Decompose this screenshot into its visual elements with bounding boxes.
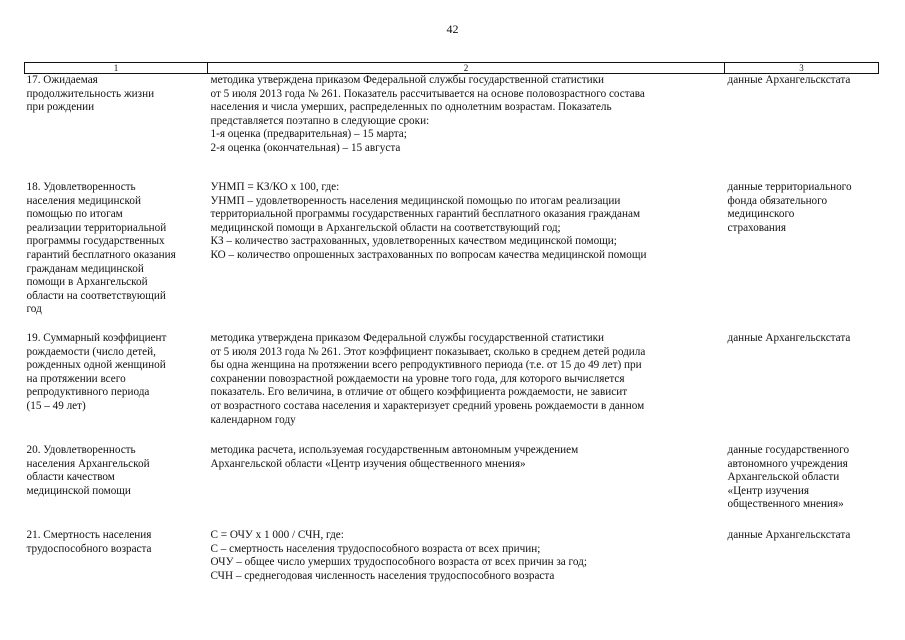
- method-line: календарном году: [210, 413, 296, 426]
- method-line: Архангельской области «Центр изучения общественного мнения»: [210, 457, 526, 470]
- indicator-line: гражданам медицинской: [26, 262, 144, 275]
- indicator-line: медицинской помощи: [26, 484, 131, 497]
- method-line: территориальной программы государственных гарантий бесплатного оказания гражданам: [210, 208, 641, 221]
- indicator-line: помощи в Архангельской: [26, 276, 148, 289]
- source-line: Архангельской области: [727, 471, 840, 484]
- indicator-line: на протяжении всего: [26, 372, 126, 385]
- indicator-line: программы государственных: [26, 235, 165, 248]
- source-line: автономного учреждения: [727, 457, 848, 470]
- indicator-line: 19. Суммарный коэффициент: [26, 332, 167, 344]
- method-line: показатель. Его величина, в отличие от общего коэффициента рождаемости, не зависит: [210, 386, 628, 399]
- indicator-cell: [25, 444, 208, 529]
- table-row: [25, 444, 879, 529]
- source-cell: [725, 529, 879, 599]
- method-line: КО – количество опрошенных застрахованных по вопросам качества медицинской помощи: [210, 248, 647, 261]
- method-line: СЧН – среднегодовая численность населения трудоспособного возраста: [210, 569, 555, 582]
- indicator-cell: [25, 529, 208, 599]
- indicator-line: рожденных одной женщиной: [26, 359, 166, 372]
- indicator-line: год: [26, 303, 42, 316]
- column-header-1: 1: [25, 63, 208, 74]
- indicator-line: (15 – 49 лет): [26, 399, 86, 412]
- method-line: от 5 июля 2013 года № 261. Показатель рассчитывается на основе половозрастного состава: [210, 87, 645, 100]
- source-cell: [725, 74, 879, 182]
- method-line: сохранении повозрастной рождаемости на уровне того года, для которого вычисляется: [210, 372, 625, 385]
- table-header-row: [25, 63, 879, 74]
- method-line: представляется поэтапно в следующие сроки:: [210, 114, 430, 127]
- method-line: бы одна женщина на протяжении всего репродуктивного периода (т.е. от 15 до 49 лет) при: [210, 359, 642, 372]
- method-line: ОЧУ – общее число умерших трудоспособного возраста от всех причин за год;: [210, 556, 587, 569]
- source-line: «Центр изучения: [727, 484, 810, 497]
- indicator-line: населения медицинской: [26, 194, 141, 207]
- method-line: методика утверждена приказом Федеральной службы государственной статистики: [210, 332, 605, 344]
- source-cell: [725, 332, 879, 444]
- method-line: 1-я оценка (предварительная) – 15 марта;: [210, 128, 407, 141]
- method-line: от 5 июля 2013 года № 261. Этот коэффициент показывает, сколько в среднем детей родила: [210, 345, 646, 358]
- method-line: УНМП = КЗ/КО х 100, где:: [210, 181, 340, 193]
- table-row: [25, 181, 879, 332]
- source-line: страхования: [727, 221, 787, 234]
- indicator-line: продолжительность жизни: [26, 87, 155, 100]
- indicator-line: 20. Удовлетворенность: [26, 444, 136, 456]
- column-header-3: 3: [725, 63, 879, 74]
- table-row: [25, 74, 879, 182]
- page-number: 42: [446, 22, 459, 36]
- source-line: медицинского: [727, 208, 795, 221]
- source-line: общественного мнения»: [727, 498, 844, 511]
- method-line: С – смертность населения трудоспособного возраста от всех причин;: [210, 542, 541, 555]
- source-line: данные Архангельскстата: [727, 332, 851, 344]
- source-line: данные Архангельскстата: [727, 529, 851, 541]
- method-cell: [208, 332, 725, 444]
- source-cell: [725, 444, 879, 529]
- indicator-line: помощью по итогам: [26, 208, 123, 221]
- source-line: данные Архангельскстата: [727, 74, 851, 86]
- method-line: методика утверждена приказом Федеральной службы государственной статистики: [210, 74, 605, 86]
- method-cell: [208, 529, 725, 599]
- method-line: УНМП – удовлетворенность населения медицинской помощью по итогам реализации: [210, 194, 621, 207]
- source-line: данные территориального: [727, 181, 852, 193]
- method-line: КЗ – количество застрахованных, удовлетворенных качеством медицинской помощи;: [210, 235, 617, 248]
- indicator-line: реализации территориальной: [26, 221, 167, 234]
- method-line: 2-я оценка (окончательная) – 15 августа: [210, 141, 401, 154]
- source-line: данные государственного: [727, 444, 850, 456]
- indicator-line: трудоспособного возраста: [26, 542, 152, 555]
- column-header-2: 2: [208, 63, 725, 74]
- table-row: [25, 529, 879, 599]
- table-row: [25, 332, 879, 444]
- indicator-cell: [25, 181, 208, 332]
- indicator-cell: [25, 332, 208, 444]
- method-line: С = ОЧУ х 1 000 / СЧН, где:: [210, 529, 344, 541]
- indicator-line: 17. Ожидаемая: [26, 74, 98, 86]
- method-cell: [208, 74, 725, 182]
- indicator-line: 21. Смертность населения: [26, 529, 152, 541]
- indicator-line: при рождении: [26, 101, 95, 114]
- source-line: фонда обязательного: [727, 194, 828, 207]
- method-line: методика расчета, используемая государственным автономным учреждением: [210, 444, 579, 456]
- method-cell: [208, 181, 725, 332]
- indicator-line: населения Архангельской: [26, 457, 150, 470]
- indicator-cell: [25, 74, 208, 182]
- source-cell: [725, 181, 879, 332]
- indicators-table: [24, 62, 879, 599]
- indicator-line: рождаемости (число детей,: [26, 345, 156, 358]
- indicator-line: области качеством: [26, 471, 115, 484]
- method-line: населения и числа умерших, распределенных по однолетним возрастам. Показатель: [210, 101, 612, 114]
- method-line: медицинской помощи в Архангельской области на соответствующий год;: [210, 221, 561, 234]
- indicator-line: гарантий бесплатного оказания: [26, 248, 176, 261]
- method-cell: [208, 444, 725, 529]
- method-line: от возрастного состава населения и характеризует средний уровень рождаемости в данном: [210, 399, 645, 412]
- indicator-line: репродуктивного периода: [26, 386, 150, 399]
- indicator-line: области на соответствующий: [26, 289, 166, 302]
- indicator-line: 18. Удовлетворенность: [26, 181, 136, 193]
